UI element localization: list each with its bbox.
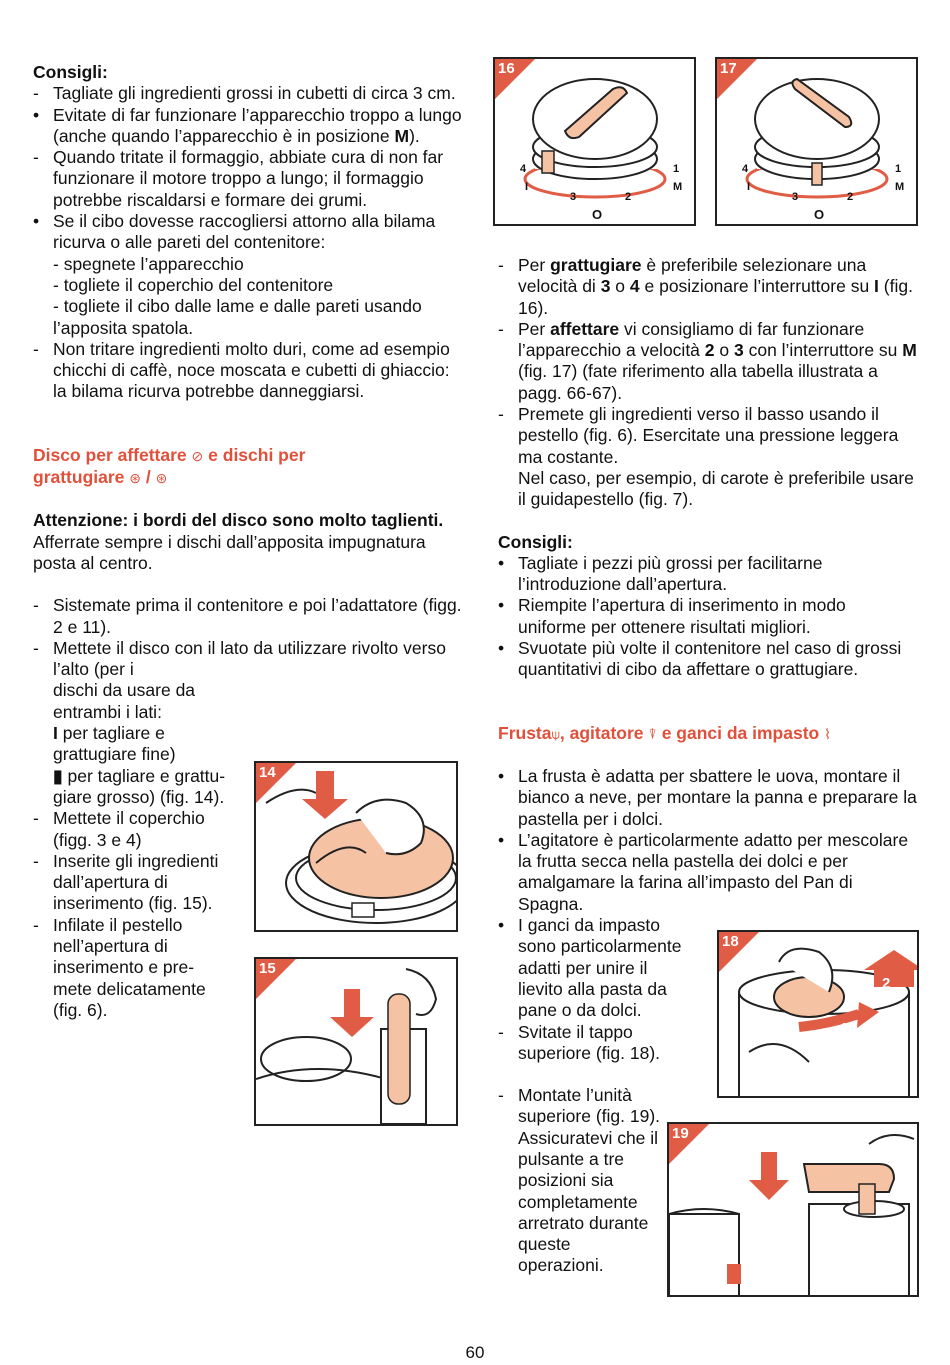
list-marker: - [498,1021,504,1042]
list-item-text: Svitate il tappo superiore (fig. 18). [518,1021,661,1063]
whisk-icon: ⍦ [551,725,560,742]
dial-label-2: 2 [625,191,632,203]
stirrer-icon: ⍒ [648,725,657,742]
figure-18-number: 18 [722,933,739,950]
tips-heading-2: Consigli: [498,531,573,552]
list-item-text: Se il cibo dovesse raccogliersi attorno alla bilama ricurva o alle pareti del contenitore: - spegnete l’apparecchio - togliete il coperchio del contenitore - togliete il cibo dalle lame e dalle pareti usando l’apposita spatola. [53,211,436,338]
list-item-text: Quando tritate il formaggio, abbiate cura di non far funzionare il motore troppo a lungo; il formaggio potrebbe riscaldarsi e formare dei grumi. [53,147,444,210]
tips-list [33,83,463,402]
list-marker: • [498,552,505,573]
list-marker: • [498,765,505,786]
list-marker: - [33,83,39,104]
list-marker: - [498,1085,504,1106]
list-item-text: Mettete il disco con il lato da utilizzare rivolto verso l’alto (per i dischi da usare da entrambi i lati: I per tagliare e grattugiare fine) ▮ per tagliare e grattu- giare grosso) (fig. 14). [53,637,446,807]
list-item [498,553,918,596]
dial-label-3: 3 [570,191,577,203]
list-item-text: Infilate il pestello nell’apertura di inserimento e pre- mete delicatamente (fig. 6). [53,914,206,1020]
list-marker: • [498,638,505,659]
dial-label-1: 1 [673,163,680,175]
list-marker: • [498,829,505,850]
list-item-text: Tagliate gli ingredienti grossi in cubetti di circa 3 cm. [53,83,456,104]
warning-paragraph: Attenzione: i bordi del disco sono molto taglienti. Afferrate sempre i dischi dall’apposita impugnatura posta al centro. [33,510,444,573]
figure-16 [493,57,696,226]
list-item [498,404,918,510]
dial-label-2: 2 [847,191,854,203]
list-item-text: Riempite l’apertura di inserimento in modo uniforme per ottenere risultati migliori. [518,595,846,637]
figure-15-number: 15 [259,960,276,977]
list-item [498,255,918,319]
disc-heading: Disco per affettare ⊘ e dischi per grattugiare ⊛ / ⊛ [33,445,463,490]
list-marker: • [33,211,40,232]
figure-17-number: 17 [720,60,737,77]
arrow-label-2: 2 [882,975,891,992]
figure-19 [667,1122,919,1297]
fine-grating-disc-icon: ⊛ [129,470,142,487]
figure-17 [715,57,918,226]
list-item-text: Mettete il coperchio (figg. 3 e 4) [53,808,205,850]
list-item [33,595,463,638]
list-marker: - [33,147,39,168]
list-item-text: I ganci da impasto sono particolarmente adatti per unire il lievito alla pasta da pane o da dolci. [518,915,682,1021]
dial-label-4: 4 [742,163,749,175]
list-item [498,766,918,830]
coarse-grating-disc-icon: ⊛ [155,470,168,487]
list-item [33,83,463,104]
list-marker: • [33,104,40,125]
list-item-text: Inserite gli ingredienti dall’apertura di inserimento (fig. 15). [53,850,219,914]
tips-list-2 [498,553,918,681]
list-marker: - [498,404,504,425]
list-item [498,595,918,638]
list-item [33,105,463,148]
list-item [33,147,463,211]
list-marker: - [33,637,39,658]
list-item-text: La frusta è adatta per sbattere le uova, montare il bianco a neve, per montare la panna e preparare la pastella per i dolci. [518,765,917,829]
whisk-heading: Frusta⍦, agitatore ⍒ e ganci da impasto ⌇ [498,723,918,745]
list-marker: - [33,595,39,616]
figure-16-number: 16 [498,60,515,77]
dial-label-o: O [814,207,825,222]
dial-label-m: M [673,181,683,193]
list-marker: - [33,914,39,935]
list-marker: • [498,915,505,936]
list-item [498,638,918,681]
page-number: 60 [465,1343,485,1362]
dough-hook-icon: ⌇ [824,725,831,742]
list-marker: • [498,595,505,616]
list-item-text: Evitate di far funzionare l’apparecchio troppo a lungo (anche quando l’apparecchio è in posizione M). [53,104,462,146]
list-item-text: Sistemate prima il contenitore e poi l’adattatore (figg. 2 e 11). [53,595,462,637]
figure-15 [254,957,458,1126]
list-item-text: Premete gli ingredienti verso il basso usando il pestello (fig. 6). Esercitate una pressione leggera ma costante. Nel caso, per esempio, di carote è preferibile usare il guidapestello (fig. 7). [518,404,914,510]
dial-label-1: 1 [895,163,902,175]
list-item-text: Non tritare ingredienti molto duri, come ad esempio chicchi di caffè, noce moscata e cubetti di ghiaccio: la bilama ricurva potrebbe danneggiarsi. [53,338,450,402]
list-marker: - [33,850,39,871]
dial-label-4: 4 [520,163,527,175]
speed-instructions [498,255,918,511]
list-item-text: Montate l’unità superiore (fig. 19). Assicuratevi che il pulsante a tre posizioni sia completamente arretrato durante queste operazioni. [518,1085,661,1276]
dial-label-i: I [525,181,529,193]
arrow-label-1: 1 [840,1020,849,1037]
dial-label-i: I [747,181,751,193]
list-item-text: L’agitatore è particolarmente adatto per mescolare la frutta secca nella pastella dei dolci e per amalgamare la farina all’impasto del Pan di Spagna. [518,829,909,914]
list-item [498,830,918,915]
list-item [498,319,918,404]
figure-14 [254,761,458,932]
figure-19-number: 19 [672,1125,689,1142]
list-marker: - [33,338,39,359]
tips-heading: Consigli: [33,62,108,82]
list-marker: - [33,808,39,829]
list-item-text: Per grattugiare è preferibile selezionare una velocità di 3 o 4 e posizionare l’interruttore su I (fig. 16). [518,255,913,318]
list-item-text: Per affettare vi consigliamo di far funzionare l’apparecchio a velocità 2 o 3 con l’interruttore su M (fig. 17) (fate riferimento alla tabella illustrata a pagg. 66-67). [518,318,917,403]
dial-label-m: M [895,181,905,193]
list-item-text: Svuotate più volte il contenitore nel caso di grossi quantitativi di cibo da affettare o grattugiare. [518,638,902,680]
list-item-text: Tagliate i pezzi più grossi per facilitarne l’introduzione dall’apertura. [518,552,823,595]
list-item [33,211,463,339]
list-marker: - [498,255,504,275]
list-item [33,339,463,403]
dial-label-3: 3 [792,191,799,203]
figure-18 [717,930,919,1098]
list-marker: - [498,318,504,339]
slicing-disc-icon: ⊘ [191,447,204,464]
figure-14-number: 14 [259,764,276,781]
dial-label-o: O [592,207,603,222]
